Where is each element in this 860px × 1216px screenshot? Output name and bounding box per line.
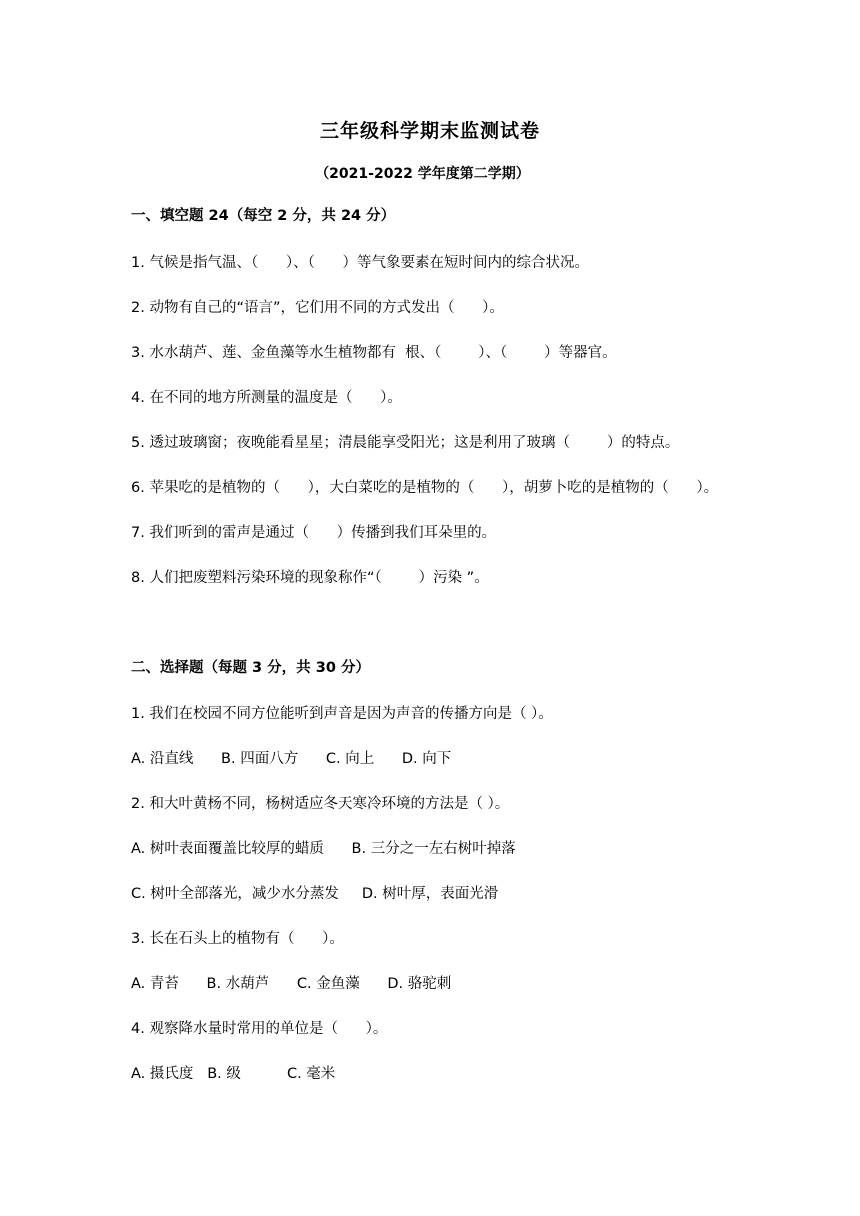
question-item: 2. 动物有自己的“语言”，它们用不同的方式发出（ ）。 — [131, 300, 504, 316]
question-item: 5. 透过玻璃窗；夜晚能看星星；清晨能享受阳光；这是利用了玻璃（ ）的特点。 — [131, 435, 680, 451]
answer-options: C. 树叶全部落光，减少水分蒸发 D. 树叶厚，表面光滑 — [131, 886, 499, 902]
question-item: 1. 我们在校园不同方位能听到声音是因为声音的传播方向是（ ）。 — [131, 706, 553, 722]
question-item: 3. 水水葫芦、莲、金鱼藻等水生植物都有 根、（ ）、（ ）等器官。 — [131, 345, 617, 361]
section-heading-multiple-choice: 二、选择题（每题 3 分，共 30 分） — [131, 660, 370, 676]
question-item: 3. 长在石头上的植物有（ ）。 — [131, 931, 344, 947]
question-item: 6. 苹果吃的是植物的（ ），大白菜吃的是植物的（ ），胡萝卜吃的是植物的（ ）。 — [131, 480, 719, 496]
question-item: 4. 观察降水量时常用的单位是（ ）。 — [131, 1021, 388, 1037]
page-title: 三年级科学期末监测试卷 — [319, 120, 540, 142]
question-item: 8. 人们把废塑料污染环境的现象称作“（ ）污染 ”。 — [131, 570, 489, 586]
answer-options: A. 树叶表面覆盖比较厚的蜡质 B. 三分之一左右树叶掉落 — [131, 841, 516, 857]
question-item: 4. 在不同的地方所测量的温度是（ ）。 — [131, 390, 402, 406]
answer-options: A. 青苔 B. 水葫芦 C. 金鱼藻 D. 骆驼刺 — [131, 976, 452, 992]
section-heading-fill-blank: 一、填空题 24（每空 2 分，共 24 分） — [131, 208, 396, 224]
question-item: 2. 和大叶黄杨不同，杨树适应冬天寒冷环境的方法是（ ）。 — [131, 796, 510, 812]
question-item: 1. 气候是指气温、（ ）、（ ）等气象要素在短时间内的综合状况。 — [131, 255, 590, 271]
page-subtitle: （2021-2022 学年度第二学期） — [315, 166, 530, 182]
answer-options: A. 沿直线 B. 四面八方 C. 向上 D. 向下 — [131, 751, 452, 767]
question-item: 7. 我们听到的雷声是通过（ ）传播到我们耳朵里的。 — [131, 525, 497, 541]
answer-options: A. 摄氏度 B. 级 C. 毫米 — [131, 1066, 336, 1082]
